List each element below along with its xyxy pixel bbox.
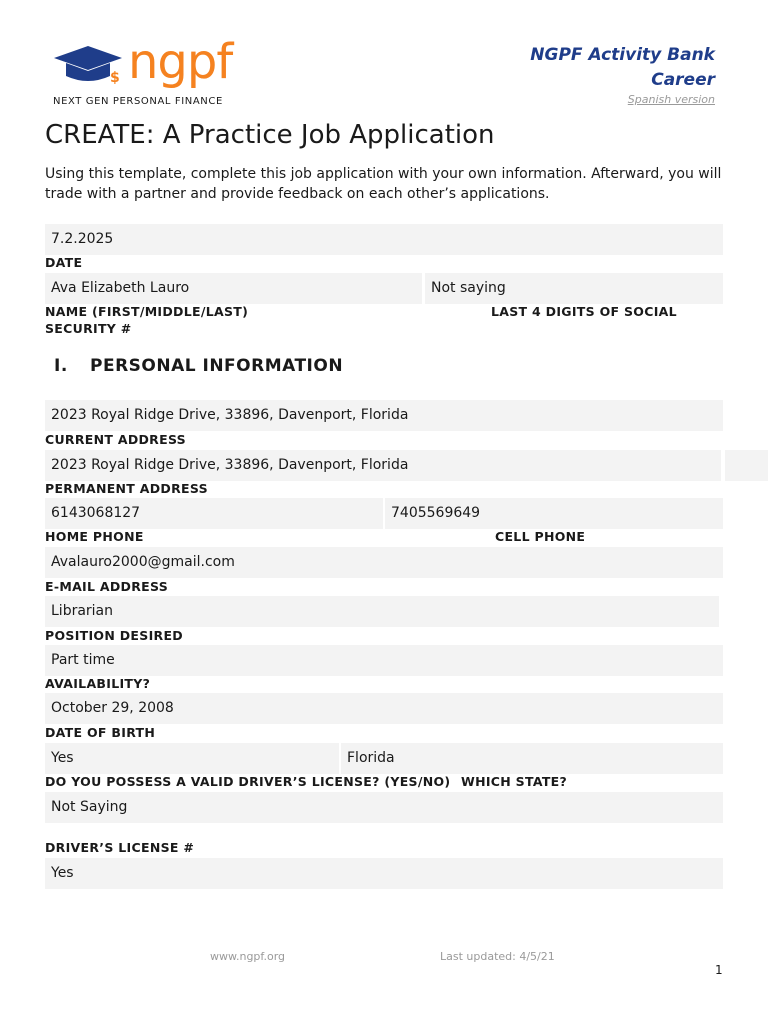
permanent-address-label: PERMANENT ADDRESS (45, 481, 208, 496)
activity-bank-line: NGPF Activity Bank (530, 45, 715, 65)
email-label: E-MAIL ADDRESS (45, 579, 169, 594)
email-field[interactable]: Avalauro2000@gmail.com (45, 547, 723, 578)
availability-field[interactable]: Part time (45, 645, 723, 676)
position-label: POSITION DESIRED (45, 628, 183, 643)
svg-text:$: $ (110, 70, 120, 86)
activity-bank-title (530, 43, 715, 93)
license-number-field[interactable]: Not Saying (45, 792, 723, 823)
ssn-label-continued: SECURITY # (45, 321, 132, 336)
license-state-field[interactable]: Florida (341, 743, 723, 774)
license-valid-field[interactable]: Yes (45, 743, 339, 774)
date-field[interactable]: 7.2.2025 (45, 224, 723, 255)
activity-bank-category: Career (651, 70, 715, 90)
cell-phone-field[interactable]: 7405569649 (385, 498, 723, 529)
ngpf-logo (52, 34, 252, 110)
logo-tagline: NEXT GEN PERSONAL FINANCE (53, 96, 223, 107)
dob-field[interactable]: October 29, 2008 (45, 693, 723, 724)
cell-phone-label: CELL PHONE (495, 529, 586, 544)
section-number: I. (54, 356, 68, 376)
position-field[interactable]: Librarian (45, 596, 719, 627)
footer-website: www.ngpf.org (210, 950, 286, 963)
date-label: DATE (45, 255, 83, 270)
section-heading (54, 356, 343, 376)
name-field[interactable]: Ava Elizabeth Lauro (45, 273, 422, 304)
name-label: NAME (FIRST/MIDDLE/LAST) (45, 304, 249, 319)
spanish-version-link[interactable]: Spanish version (627, 93, 715, 106)
home-phone-label: HOME PHONE (45, 529, 144, 544)
intro-text: Using this template, complete this job application with your own information. Afterward, you will trade with a partner and provide feedback on each other’s applications. (45, 166, 722, 202)
home-phone-field[interactable]: 6143068127 (45, 498, 383, 529)
permanent-address-field[interactable]: 2023 Royal Ridge Drive, 33896, Davenport, Florida (45, 450, 721, 481)
current-address-label: CURRENT ADDRESS (45, 432, 186, 447)
license-number-label: DRIVER’S LICENSE # (45, 840, 195, 855)
next-answer-field[interactable]: Yes (45, 858, 723, 889)
page-number: 1 (715, 963, 723, 977)
current-address-field[interactable]: 2023 Royal Ridge Drive, 33896, Davenport, Florida (45, 400, 723, 431)
permanent-address-extra-field[interactable] (725, 450, 768, 481)
license-state-label: WHICH STATE? (461, 774, 568, 789)
availability-label: AVAILABILITY? (45, 676, 151, 691)
footer-last-updated: Last updated: 4/5/21 (440, 950, 555, 963)
ssn-field[interactable]: Not saying (425, 273, 723, 304)
license-valid-label: DO YOU POSSESS A VALID DRIVER’S LICENSE? (YES/NO) (45, 774, 451, 789)
graduation-cap-icon (52, 44, 124, 88)
ssn-label: LAST 4 DIGITS OF SOCIAL (491, 304, 677, 319)
logo-wordmark: ngpf (128, 34, 233, 90)
section-title: PERSONAL INFORMATION (90, 356, 344, 376)
page-title: CREATE: A Practice Job Application (45, 120, 495, 150)
dob-label: DATE OF BIRTH (45, 725, 156, 740)
